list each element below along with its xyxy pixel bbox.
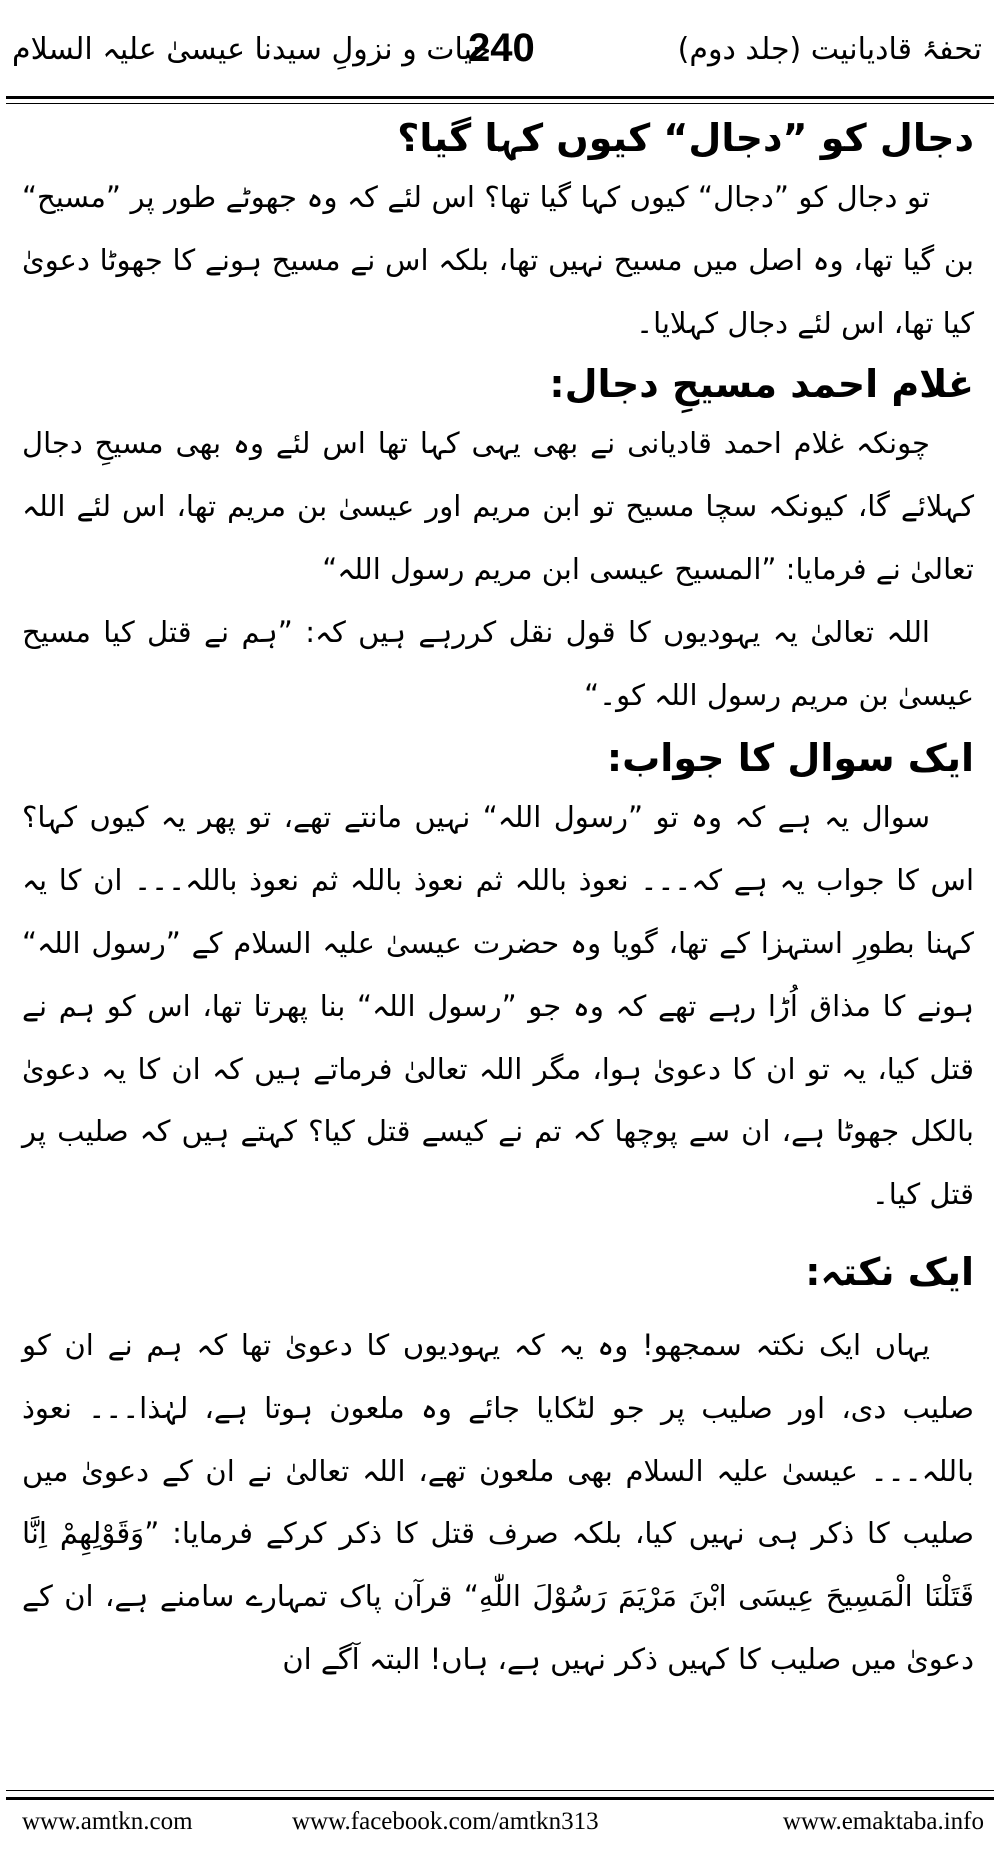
- paragraph: چونکہ غلام احمد قادیانی نے بھی یہی کہا تھا اس لئے وہ بھی مسیحِ دجال کہلائے گا، کیونکہ سچا مسیح تو ابن مریم اور عیسیٰ بن مریم تھا، اس لئے اللہ تعالیٰ نے فرمایا: ”المسیح عیسی ابن مریم رسول اللہ“: [22, 426, 974, 586]
- page-body: [22, 104, 974, 1691]
- footer-link-emaktaba[interactable]: www.emaktaba.info: [782, 1808, 984, 1835]
- section-heading: ایک سوال کا جواب:: [606, 736, 974, 781]
- section-heading: غلام احمد مسیحِ دجال:: [549, 362, 974, 407]
- header-rule: [6, 96, 994, 99]
- page-number: 240: [468, 26, 535, 70]
- chapter-title: حیات و نزولِ سیدنا عیسیٰ علیہ السلام: [12, 32, 492, 67]
- page-footer: [0, 1808, 1000, 1844]
- section-heading: دجال کو ”دجال“ کیوں کہا گیا؟: [397, 116, 974, 160]
- paragraph: یہاں ایک نکتہ سمجھو! وہ یہ کہ یہودیوں کا دعویٰ تھا کہ ہم نے ان کو صلیب دی، اور صلیب پر جو لٹکایا جائے وہ ملعون ہوتا ہے، لہٰذا۔۔۔ نعوذ باللہ۔۔۔ عیسیٰ علیہ السلام بھی ملعون تھے، اللہ تعالیٰ نے ان کے دعویٰ میں صلیب کا ذکر ہی نہیں کیا، بلکہ صرف قتل کا ذکر کرکے فرمایا: ”وَقَوْلِهِمْ اِنَّا قَتَلْنَا الْمَسِيحَ عِيسَى ابْنَ مَرْيَمَ رَسُوْلَ اللّٰهِ“ قرآن پاک تمہارے سامنے ہے، ان کے دعویٰ میں صلیب کا کہیں ذکر نہیں ہے، ہاں! البتہ آگے ان: [22, 1327, 974, 1676]
- footer-link-facebook[interactable]: www.facebook.com/amtkn313: [292, 1808, 599, 1835]
- book-title: تحفۂ قادیانیت (جلد دوم): [677, 32, 982, 67]
- page-header: [0, 28, 1000, 88]
- footer-rule-thin: [6, 1790, 994, 1791]
- footer-link-amtkn[interactable]: www.amtkn.com: [22, 1808, 193, 1835]
- paragraph: سوال یہ ہے کہ وہ تو ”رسول اللہ“ نہیں مانتے تھے، تو پھر یہ کیوں کہا؟ اس کا جواب یہ ہے کہ۔۔۔ نعوذ باللہ ثم نعوذ باللہ ثم نعوذ باللہ۔۔۔ ان کا یہ کہنا بطورِ استہزا کے تھا، گویا وہ حضرت عیسیٰ علیہ السلام کے ”رسول اللہ“ ہونے کا مذاق اُڑا رہے تھے کہ وہ جو ”رسول اللہ“ بنا پھرتا تھا، اس کو ہم نے قتل کیا، یہ تو ان کا دعویٰ ہوا، مگر اللہ تعالیٰ فرماتے ہیں کہ ان کا یہ دعویٰ بالکل جھوٹا ہے، ان سے پوچھا کہ تم نے کیسے قتل کیا؟ کہتے ہیں کہ صلیب پر قتل کیا۔: [22, 800, 974, 1212]
- paragraph: تو دجال کو ”دجال“ کیوں کہا گیا تھا؟ اس لئے کہ وہ جھوٹے طور پر ”مسیح“ بن گیا تھا، وہ اصل میں مسیح نہیں تھا، بلکہ اس نے مسیح ہونے کا جھوٹا دعویٰ کیا تھا، اس لئے دجال کہلایا۔: [22, 180, 974, 340]
- footer-rule: [6, 1797, 994, 1800]
- paragraph: اللہ تعالیٰ یہ یہودیوں کا قول نقل کررہے ہیں کہ: ”ہم نے قتل کیا مسیح عیسیٰ بن مریم رسول اللہ کو۔“: [22, 614, 974, 712]
- section-heading: ایک نکتہ:: [805, 1249, 974, 1294]
